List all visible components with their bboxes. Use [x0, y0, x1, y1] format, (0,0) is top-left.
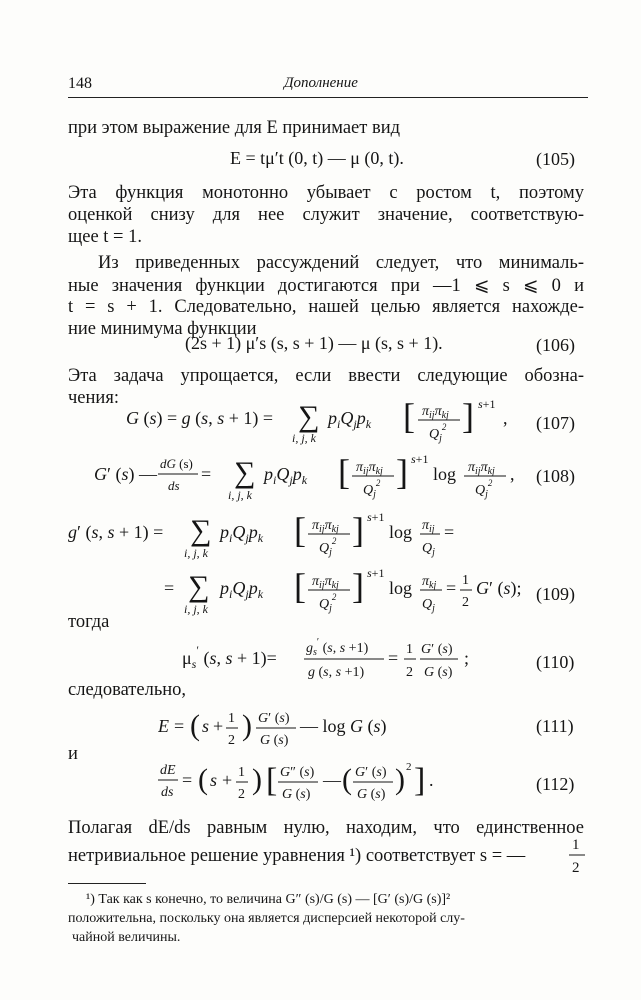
svg-text:E: E — [158, 716, 169, 736]
svg-text:piQjpk: $p_iQ_jp_k$ — [220, 522, 264, 545]
text-line: Эта задача упрощается, если ввести следующие обозна- — [68, 366, 584, 386]
svg-text:πijπkj: $\pi_{ij}\pi_{kj}$ — [312, 574, 339, 591]
svg-text:1: 1 — [228, 711, 235, 726]
equation-number: (110) — [536, 652, 575, 672]
svg-text:g′ (s, s + 1) =: g′ (s, s + 1) = — [68, 522, 164, 542]
svg-text:,: , — [503, 408, 508, 428]
svg-text:1: 1 — [238, 765, 245, 780]
running-header — [68, 75, 588, 98]
svg-text:2: 2 — [406, 761, 412, 773]
footnote-line: положительна, поскольку она является дисперсией некоторой слу- — [68, 911, 465, 926]
svg-text:πijπkj: $\pi_{ij}\pi_{kj}$ — [312, 518, 339, 535]
svg-text:i, j, k: i, j, k — [184, 602, 208, 616]
equation-number: (112) — [536, 774, 575, 794]
equation-109-line2 — [66, 562, 536, 620]
fraction-one-half — [566, 833, 588, 879]
svg-text:G′ (s);: G′ (s); — [476, 578, 522, 598]
svg-text:s+1: s+1 — [367, 510, 385, 524]
svg-text:+: + — [213, 716, 224, 736]
svg-text:=: = — [446, 578, 457, 598]
text-line: следовательно, — [68, 680, 187, 700]
svg-text:∑: ∑ — [234, 456, 256, 489]
svg-text:G (s): G (s) — [357, 787, 386, 802]
svg-text:μs′ (s, s + 1)=: $\mu_s'$ (s, s + 1)= — [182, 643, 277, 671]
svg-text:1: 1 — [406, 642, 413, 657]
svg-text:2: 2 — [238, 787, 245, 802]
text-line: оценкой снизу для нее служит значение, соответствую- — [68, 205, 584, 225]
svg-text:πkj: $\pi_{kj}$ — [422, 574, 437, 591]
svg-text:[: [ — [294, 566, 306, 606]
svg-text:(: ( — [198, 763, 208, 796]
svg-text:G′ (s) —: G′ (s) — — [94, 464, 157, 484]
svg-text:— log G (s): — log G (s) — [300, 716, 387, 736]
svg-text:piQjpk: $p_iQ_jp_k$ — [220, 578, 264, 601]
svg-text:s+1: s+1 — [411, 452, 429, 466]
svg-text:πijπkj: $\pi_{ij}\pi_{kj}$ — [422, 404, 449, 421]
svg-text:Qj2: $Q_j^2$ — [429, 422, 447, 444]
svg-text:=: = — [182, 770, 193, 790]
text-line: и — [68, 744, 78, 764]
svg-text:g (s, s +1): g (s, s +1) — [308, 665, 365, 680]
svg-text:Qj2: $Q_j^2$ — [319, 536, 337, 558]
equation-number: (111) — [536, 716, 574, 736]
svg-text:∑: ∑ — [188, 570, 210, 603]
equation-110 — [180, 632, 500, 686]
footnote-line: ¹) Так как s конечно, то величина G″ (s)/G (s) — [G′ (s)/G (s)]² — [86, 892, 451, 907]
svg-text:πij: $\pi_{ij}$ — [422, 518, 435, 535]
equation-107 — [120, 398, 520, 450]
page-number: 148 — [68, 75, 92, 92]
svg-text:G (s) = g (s, s + 1) =: G (s) = g (s, s + 1) = — [126, 408, 273, 428]
text-line: при этом выражение для E принимает вид — [68, 118, 401, 138]
svg-text:1: 1 — [572, 837, 580, 853]
equation-number: (109) — [536, 584, 575, 604]
text-line: ние минимума функции — [68, 319, 257, 339]
running-title: Дополнение — [284, 75, 358, 91]
svg-text:Qj2: $Q_j^2$ — [363, 478, 381, 500]
svg-text:∑: ∑ — [190, 514, 212, 547]
svg-text:G (s): G (s) — [260, 733, 289, 748]
svg-text:ds: ds — [161, 785, 174, 800]
svg-text:log: log — [433, 464, 457, 484]
svg-text:πijπkj: $\pi_{ij}\pi_{kj}$ — [356, 460, 383, 477]
equation-number: (108) — [536, 466, 575, 486]
text-line: Эта функция монотонно убывает с ростом t, поэтому — [68, 183, 584, 203]
svg-text:1: 1 — [462, 573, 469, 588]
svg-text:s+1: s+1 — [367, 566, 385, 580]
svg-text:G (s): G (s) — [424, 665, 453, 680]
svg-text:s+1: s+1 — [478, 398, 496, 411]
svg-text:): ) — [395, 763, 405, 796]
svg-text:piQjpk: $p_iQ_jp_k$ — [328, 408, 372, 431]
svg-text:=: = — [444, 522, 455, 542]
svg-text:log: log — [389, 578, 413, 598]
text-line: нетривиальное решение уравнения ¹) соответствует s = — — [68, 846, 526, 866]
equation-106: (2s + 1) μ′s (s, s + 1) — μ (s, s + 1). — [185, 333, 443, 353]
svg-text:=: = — [388, 648, 399, 668]
svg-text:πijπkj: $\pi_{ij}\pi_{kj}$ — [468, 460, 495, 477]
equation-111 — [158, 704, 418, 754]
text-line: щее t = 1. — [68, 227, 142, 247]
svg-text:∑: ∑ — [298, 400, 320, 433]
svg-text:Qj2: $Q_j^2$ — [319, 592, 337, 614]
svg-text:G′ (s): G′ (s) — [355, 765, 387, 780]
equation-112 — [156, 756, 456, 812]
svg-text:=: = — [201, 464, 212, 484]
svg-text:[: [ — [294, 510, 306, 550]
svg-text:): ) — [252, 763, 262, 796]
svg-text:gs′ (s, s +1): $g_s'$ (s, s +1) — [306, 637, 369, 658]
svg-text:]: ] — [352, 510, 364, 550]
svg-text:dG (s): dG (s) — [160, 456, 193, 471]
svg-text:s: s — [202, 716, 210, 736]
svg-text:2: 2 — [462, 595, 469, 610]
svg-text:G (s): G (s) — [282, 787, 311, 802]
svg-text:i, j, k: i, j, k — [228, 488, 252, 502]
text-line: Из приведенных рассуждений следует, что минималь- — [98, 253, 584, 273]
svg-text:Qj: $Q_j$ — [422, 597, 435, 614]
svg-text:2: 2 — [572, 860, 580, 876]
svg-text:piQjpk: $p_iQ_jp_k$ — [264, 464, 308, 487]
svg-text:s: s — [210, 770, 218, 790]
svg-text:G′ (s): G′ (s) — [258, 711, 290, 726]
equation-number: (107) — [536, 413, 575, 433]
svg-text:;: ; — [464, 648, 470, 668]
svg-text:): ) — [242, 709, 252, 742]
svg-text:]: ] — [414, 762, 426, 799]
equation-109-line1 — [66, 508, 486, 564]
equation-105: E = tμ′t (0, t) — μ (0, t). — [230, 148, 404, 168]
equation-number: (106) — [536, 335, 575, 355]
svg-text:]: ] — [396, 452, 408, 492]
svg-text:i, j, k: i, j, k — [184, 546, 208, 560]
svg-text:Qj2: $Q_j^2$ — [475, 478, 493, 500]
svg-text:2: 2 — [228, 733, 235, 748]
svg-text:]: ] — [352, 566, 364, 606]
svg-text:log: log — [389, 522, 413, 542]
svg-text:=: = — [174, 716, 185, 736]
footnote-line: чайной величины. — [72, 930, 181, 945]
svg-text:(: ( — [190, 709, 200, 742]
text-line: ные значения функции достигаются при —1 ⩽ s ⩽ 0 и — [68, 276, 584, 296]
svg-text:2: 2 — [406, 665, 413, 680]
svg-text:ds: ds — [168, 478, 180, 493]
text-line: тогда — [68, 612, 110, 632]
svg-text:=: = — [164, 578, 175, 598]
text-line: Полагая dE/ds равным нулю, находим, что единственное — [68, 818, 584, 838]
svg-text:+: + — [222, 770, 233, 790]
svg-text:.: . — [429, 770, 434, 790]
svg-text:i, j, k: i, j, k — [292, 431, 316, 445]
equation-108 — [88, 448, 528, 506]
svg-text:(: ( — [342, 763, 352, 796]
svg-text:,: , — [510, 464, 515, 484]
svg-text:[: [ — [403, 398, 415, 436]
svg-text:Qj: $Q_j$ — [422, 541, 435, 558]
svg-text:]: ] — [462, 398, 474, 436]
text-line: чения: — [68, 388, 119, 408]
svg-text:[: [ — [266, 762, 278, 799]
svg-text:G″ (s): G″ (s) — [280, 765, 315, 780]
text-line: t = s + 1. Следовательно, нашей целью является нахожде- — [68, 297, 584, 317]
svg-text:dE: dE — [160, 763, 176, 778]
footnote-rule — [68, 883, 146, 884]
svg-text:—: — — [323, 770, 341, 790]
equation-number: (105) — [536, 149, 575, 169]
svg-text:[: [ — [338, 452, 350, 492]
svg-text:G′ (s): G′ (s) — [421, 642, 453, 657]
